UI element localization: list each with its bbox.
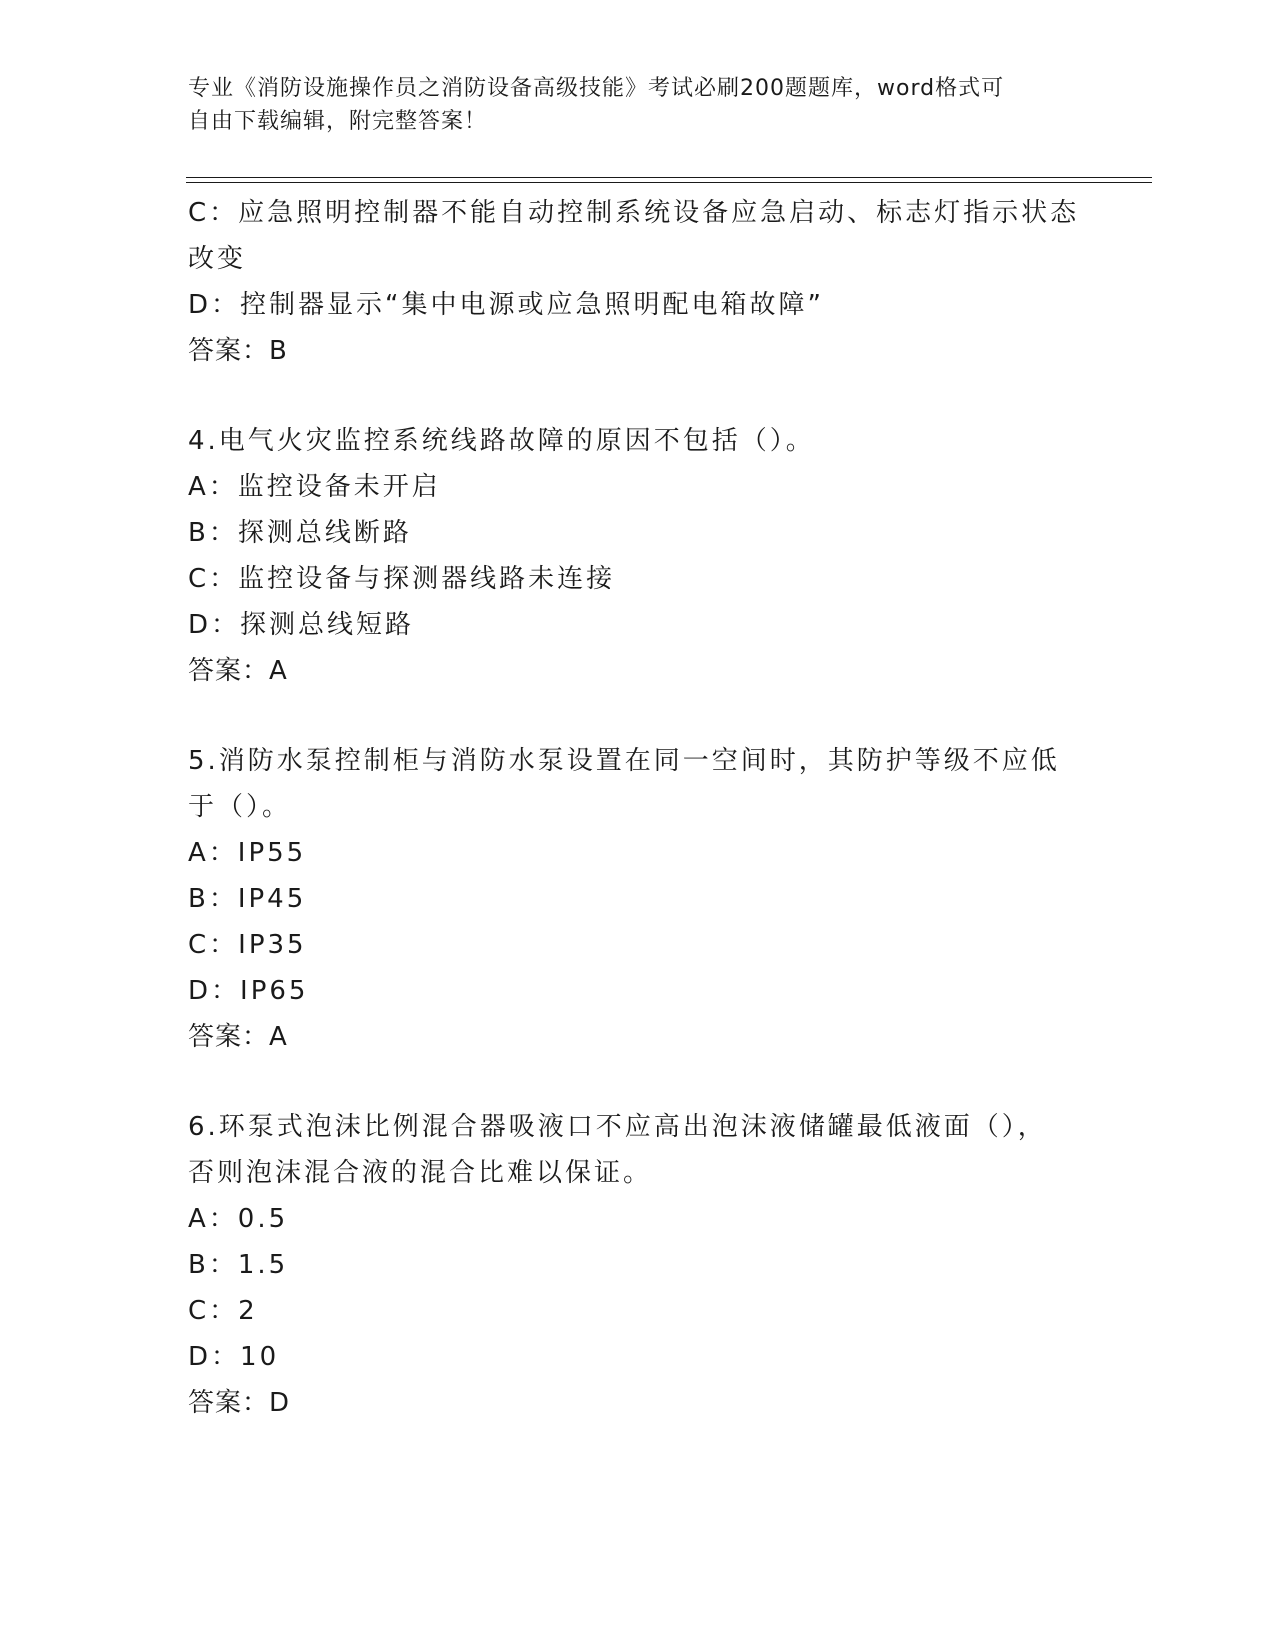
document-header bbox=[188, 72, 1068, 138]
option-d: D：探测总线短路 bbox=[188, 610, 415, 640]
question-4 bbox=[188, 418, 1088, 694]
question-5 bbox=[188, 738, 1088, 1060]
answer: 答案：B bbox=[188, 336, 288, 366]
option-b: B：IP45 bbox=[188, 884, 307, 914]
question-stem-line-2: 于（）。 bbox=[188, 792, 292, 822]
option-c: C：2 bbox=[188, 1296, 258, 1326]
spacer bbox=[188, 1060, 1088, 1104]
option-b: B：1.5 bbox=[188, 1250, 289, 1280]
option-d: D：IP65 bbox=[188, 976, 309, 1006]
answer: 答案：A bbox=[188, 1022, 288, 1052]
spacer bbox=[188, 694, 1088, 738]
header-line-1: 专业《消防设施操作员之消防设备高级技能》考试必刷200题题库，word格式可 bbox=[188, 76, 1005, 101]
option-d: D：控制器显示“集中电源或应急照明配电箱故障” bbox=[188, 290, 824, 320]
option-a: A：监控设备未开启 bbox=[188, 472, 441, 502]
option-c-line-1: C：应急照明控制器不能自动控制系统设备应急启动、标志灯指示状态 bbox=[188, 198, 1080, 228]
spacer bbox=[188, 374, 1088, 418]
question-list bbox=[188, 190, 1088, 1426]
option-b: B：探测总线断路 bbox=[188, 518, 412, 548]
header-line-2: 自由下载编辑，附完整答案！ bbox=[188, 109, 488, 134]
option-c: C：IP35 bbox=[188, 930, 307, 960]
question-stem-line-2: 否则泡沫混合液的混合比难以保证。 bbox=[188, 1158, 653, 1188]
option-a: A：0.5 bbox=[188, 1204, 289, 1234]
question-stem-line-1: 6.环泵式泡沫比例混合器吸液口不应高出泡沫液储罐最低液面（）， bbox=[188, 1112, 1047, 1142]
option-c-line-2: 改变 bbox=[188, 244, 247, 274]
header-divider-bottom bbox=[186, 182, 1152, 183]
question-3-tail bbox=[188, 190, 1088, 374]
option-d: D：10 bbox=[188, 1342, 280, 1372]
header-divider-top bbox=[186, 177, 1152, 178]
question-stem-line-1: 5.消防水泵控制柜与消防水泵设置在同一空间时，其防护等级不应低 bbox=[188, 746, 1060, 776]
answer: 答案：A bbox=[188, 656, 288, 686]
question-stem: 4.电气火灾监控系统线路故障的原因不包括（）。 bbox=[188, 426, 815, 456]
answer: 答案：D bbox=[188, 1388, 291, 1418]
question-6 bbox=[188, 1104, 1088, 1426]
option-a: A：IP55 bbox=[188, 838, 307, 868]
option-c: C：监控设备与探测器线路未连接 bbox=[188, 564, 616, 594]
